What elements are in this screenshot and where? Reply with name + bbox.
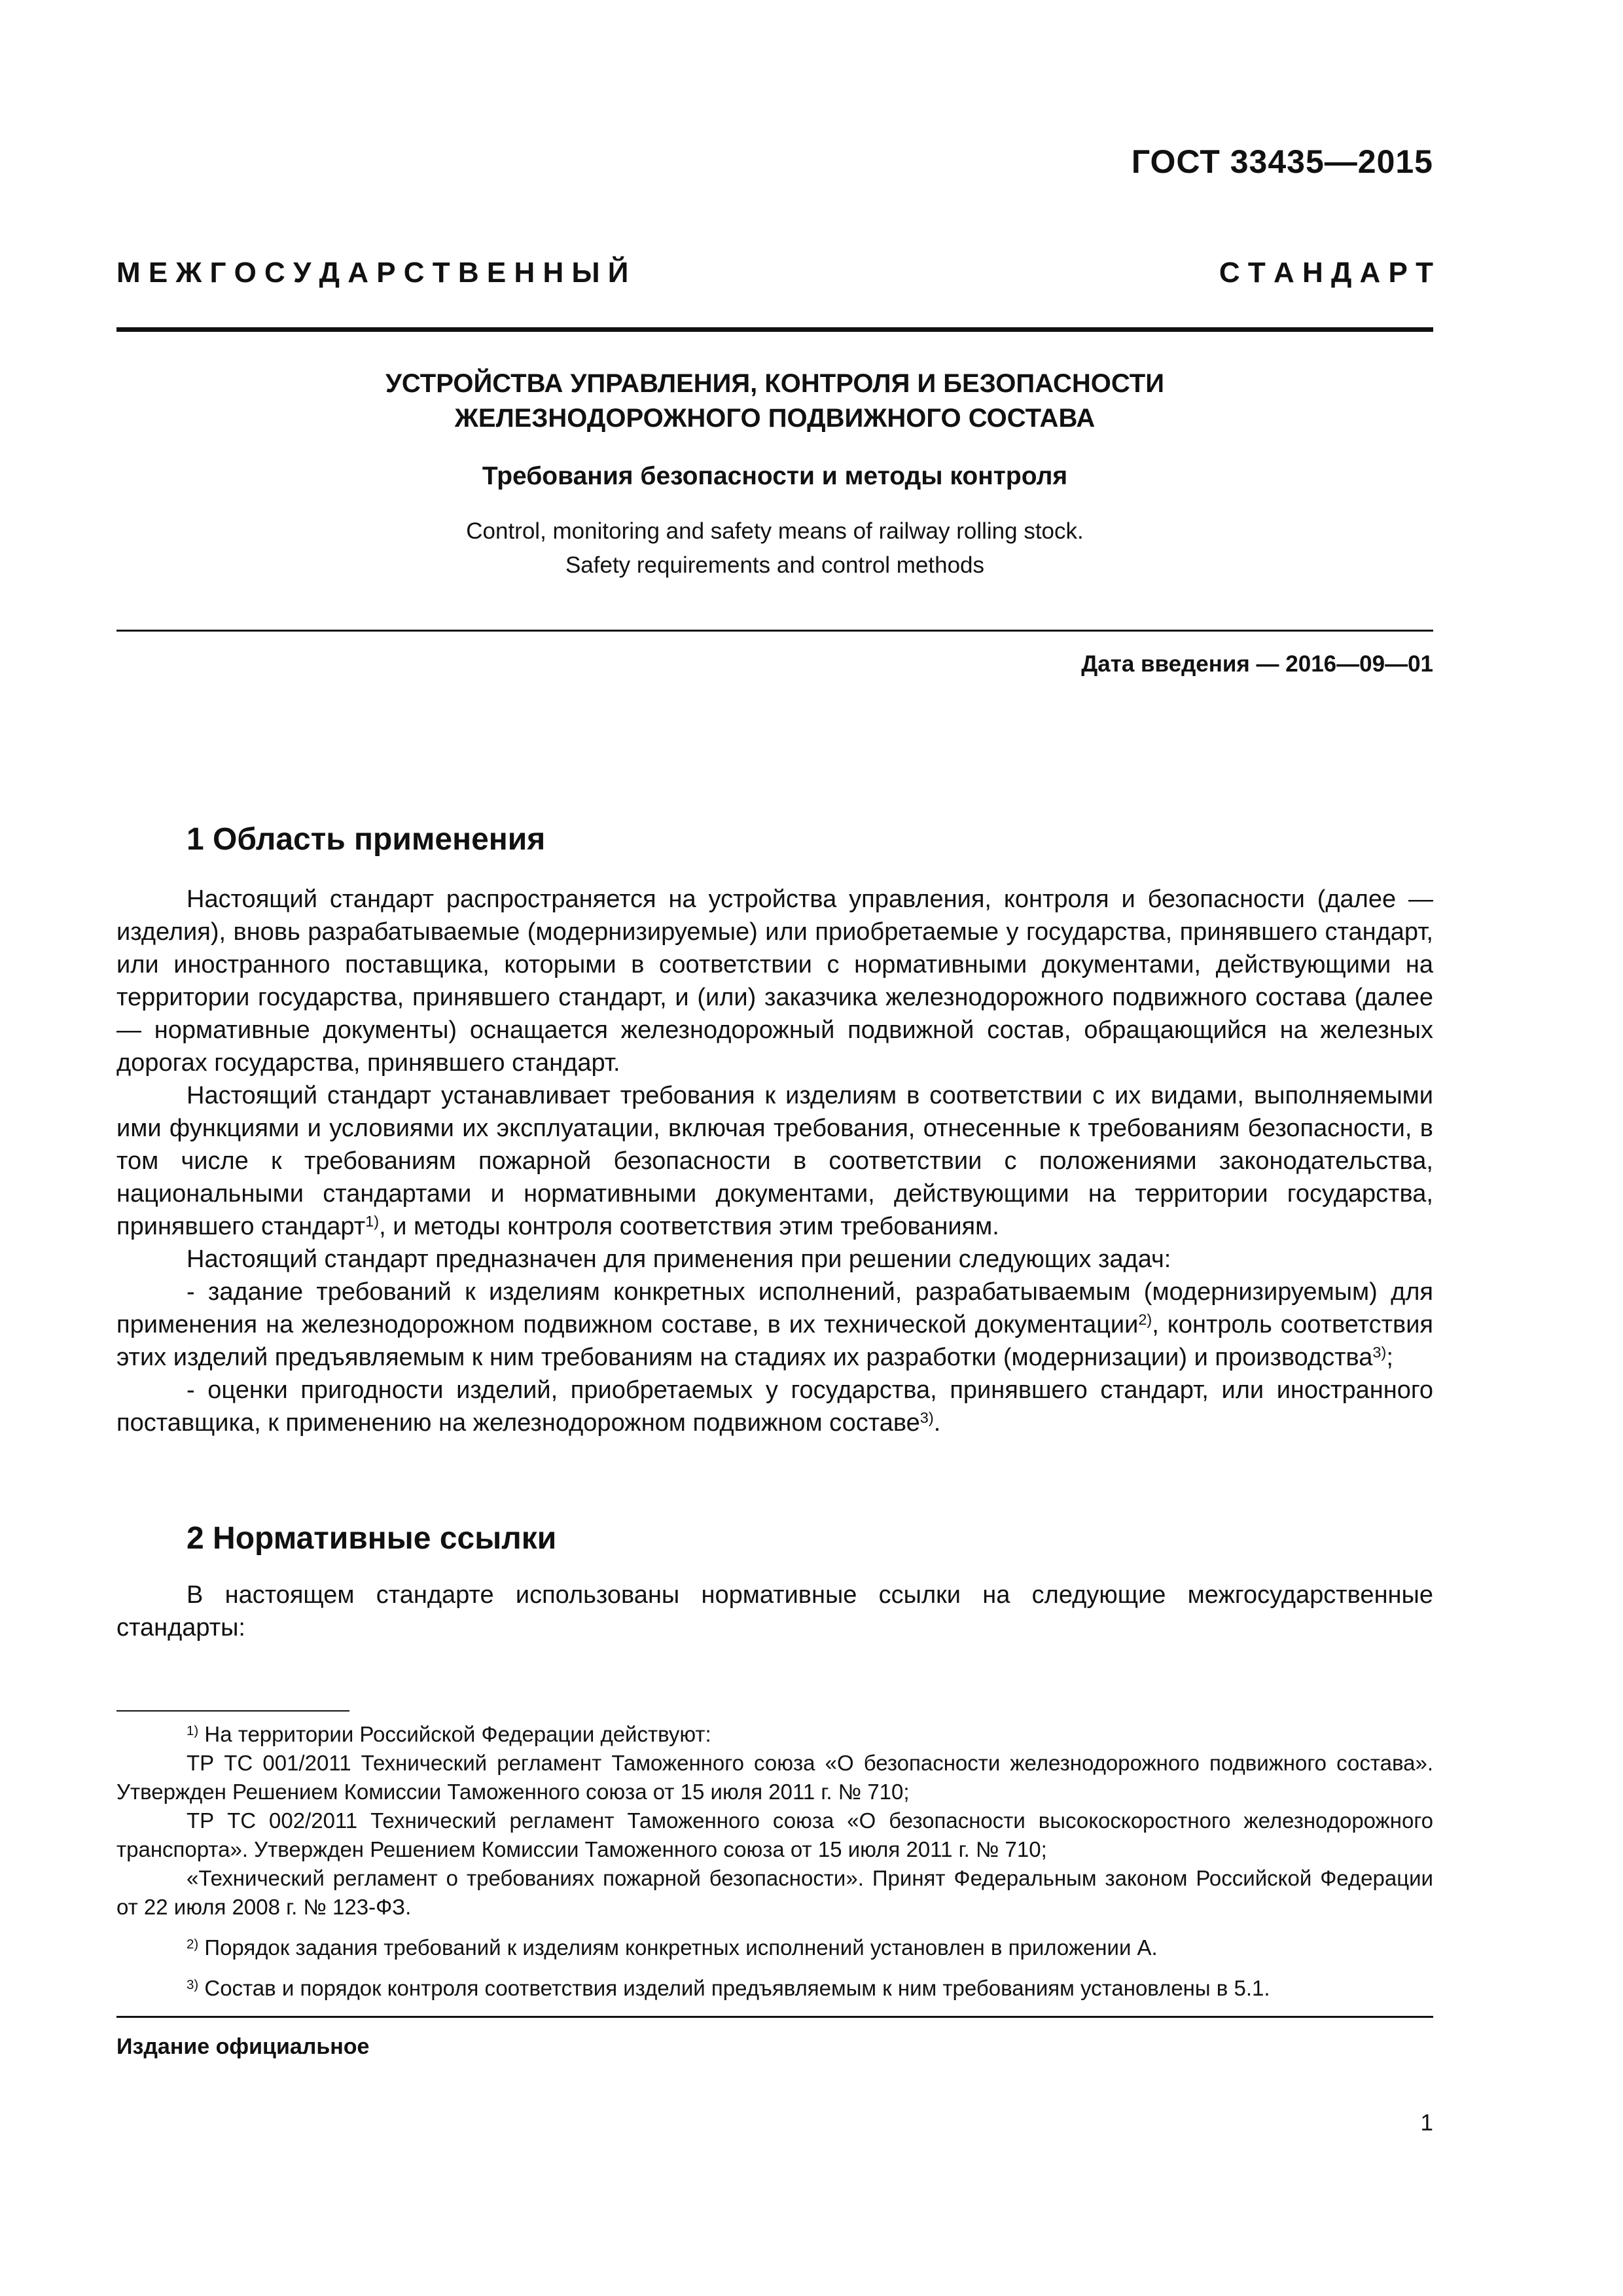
page-number: 1: [1420, 2110, 1433, 2136]
footnote-2: $^{2)}$ Порядок задания требований к изделиям конкретных исполнений установлен в приложении А.: [187, 1935, 1158, 1960]
english-title-line-2: Safety requirements and control methods: [565, 552, 985, 578]
banner-word-interstate: М Е Ж Г О С У Д А Р С Т В Е Н Н Ы Й: [116, 257, 629, 289]
footnote-1: $^{1)}$ На территории Российской Федерации действуют:: [187, 1722, 711, 1746]
footnote-mark: 1): [187, 1723, 199, 1738]
list-item: - задание требований к изделиям конкретных исполнений, разрабатываемым (модернизируемым) для применения на железнодорожном подвижном составе, в их технической документации$^{2)}$, контроль соответствия этих изделий предъявляемым к ним требованиям на стадиях их разработки (модернизации) и производства$^{3)}$;: [116, 1278, 1434, 1371]
paragraph: В настоящем стандарте использованы нормативные ссылки на следующие межгосударственные стандарты:: [116, 1581, 1433, 1641]
paragraph: Настоящий стандарт предназначен для применения при решении следующих задач:: [187, 1246, 1171, 1273]
footnote-1-item: ТР ТС 001/2011 Технический регламент Таможенного союза «О безопасности железнодорожного подвижного состава». Утвержден Решением Комиссии Таможенного союза от 15 июля 2011 г. № 710;: [116, 1751, 1433, 1804]
document-subtitle: Требования безопасности и методы контроля: [482, 462, 1068, 490]
english-title: [116, 514, 1433, 583]
title-divider: [116, 630, 1433, 632]
footnote-mark: 2): [187, 1936, 199, 1952]
section-1-heading: 1 Область применения: [187, 822, 546, 857]
footnotes: [116, 1720, 1433, 2003]
banner-word-standard: С Т А Н Д А Р Т: [1219, 257, 1433, 289]
footnote-3: $^{3)}$ Состав и порядок контроля соответствия изделий предъявляемым к ним требованиям установлены в 5.1.: [187, 1976, 1270, 2000]
english-title-line-1: Control, monitoring and safety means of railway rolling stock.: [466, 518, 1084, 544]
footnote-ref: 3): [919, 1409, 934, 1427]
footnote-mark: 3): [187, 1977, 199, 1992]
section-2-body: [116, 1579, 1433, 1644]
footnote-ref: 3): [1372, 1344, 1387, 1361]
standard-type-banner: [116, 257, 1433, 289]
footnote-divider: [116, 1710, 349, 1712]
list-item: - оценки пригодности изделий, приобретаемых у государства, принявшего стандарт, или иностранного поставщика, к применению на железнодорожном подвижном составе$^{3)}$.: [116, 1376, 1433, 1437]
introduction-date: Дата введения — 2016—09—01: [1081, 651, 1433, 677]
footnote-1-item: ТР ТС 002/2011 Технический регламент Таможенного союза «О безопасности высокоскоростного железнодорожного транспорта». Утвержден Решением Комиссии Таможенного союза от 15 июля 2011 г. № 710;: [116, 1808, 1433, 1861]
footnote-ref: 1): [365, 1213, 380, 1230]
title-line-1: УСТРОЙСТВА УПРАВЛЕНИЯ, КОНТРОЛЯ И БЕЗОПАСНОСТИ: [385, 369, 1164, 398]
document-number: ГОСТ 33435—2015: [1131, 143, 1433, 180]
section-1-body: [116, 883, 1433, 1439]
footer-divider: [116, 2016, 1433, 2018]
footnote-ref: 2): [1138, 1311, 1152, 1329]
paragraph: Настоящий стандарт распространяется на устройства управления, контроля и безопасности (далее — изделия), вновь разрабатываемые (модернизируемые) или приобретаемые у государства, принявшего стандарт, или иностранного поставщика, которыми в соответствии с нормативными документами, действующими на территории государства, принявшего стандарт, и (или) заказчика железнодорожного подвижного состава (далее — нормативные документы) оснащается железнодорожный подвижной состав, обращающийся на железных дорогах государства, принявшего стандарт.: [116, 886, 1433, 1077]
footnote-1-item: «Технический регламент о требованиях пожарной безопасности». Принят Федеральным законом Российской Федерации от 22 июля 2008 г. № 123-ФЗ.: [116, 1866, 1433, 1919]
title-block: [116, 367, 1433, 583]
edition-label: Издание официальное: [116, 2034, 370, 2059]
section-2-heading: 2 Нормативные ссылки: [187, 1521, 557, 1556]
title-line-2: ЖЕЛЕЗНОДОРОЖНОГО ПОДВИЖНОГО СОСТАВА: [454, 404, 1096, 433]
paragraph: Настоящий стандарт устанавливает требования к изделиям в соответствии с их видами, выполняемыми ими функциями и условиями их эксплуатации, включая требования, отнесенные к требованиям безопасности, в том числе к требованиям пожарной безопасности в соответствии с положениями законодательства, национальными стандартами и нормативными документами, действующими на территории государства, принявшего стандарт$^{1)}$, и методы контроля соответствия этим требованиям.: [116, 1082, 1433, 1240]
header-divider: [116, 327, 1433, 332]
